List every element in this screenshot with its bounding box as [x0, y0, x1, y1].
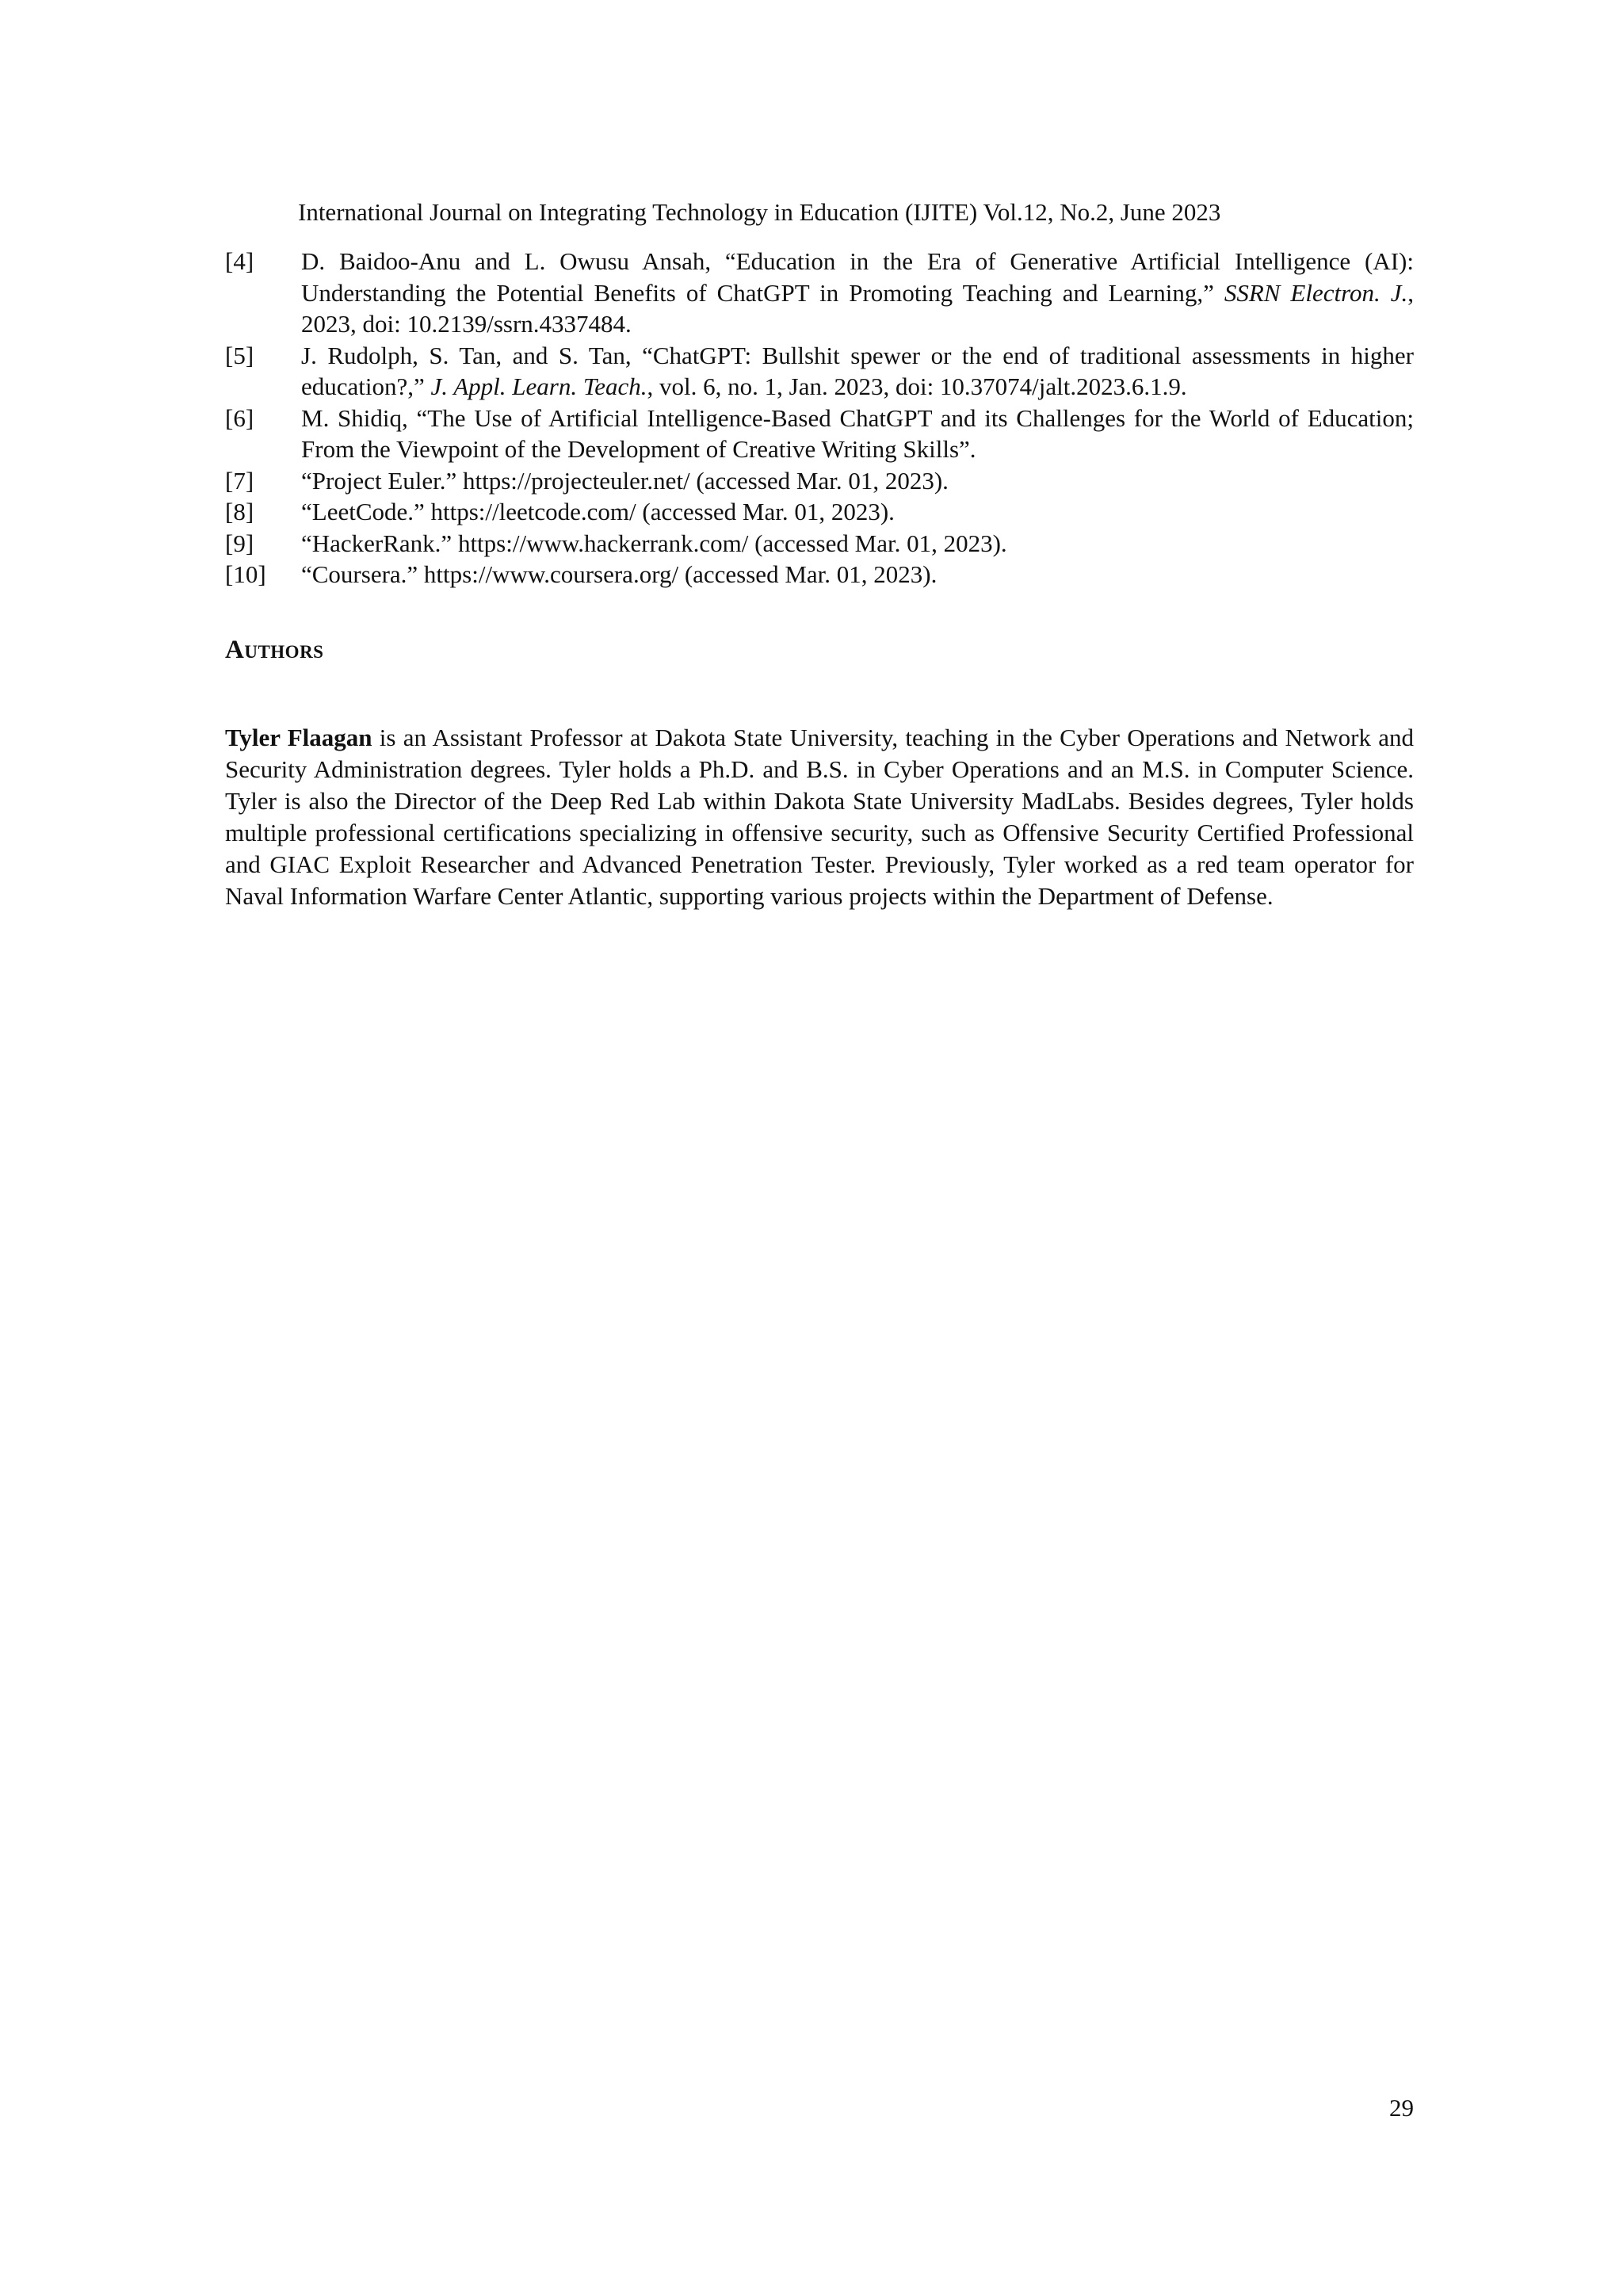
reference-text: “HackerRank.” https://www.hackerrank.com/ (accessed Mar. 01, 2023). [301, 529, 1007, 557]
reference-venue: SSRN Electron. J. [1224, 278, 1408, 307]
reference-item [225, 465, 1414, 497]
reference-item [225, 246, 1414, 340]
reference-list [225, 246, 1414, 590]
reference-number: [4] [225, 247, 254, 275]
reference-number: [7] [225, 466, 254, 495]
reference-venue: J. Appl. Learn. Teach. [430, 372, 647, 400]
reference-number: [5] [225, 341, 254, 369]
reference-item [225, 403, 1414, 465]
author-bio [225, 722, 1414, 912]
reference-number: [6] [225, 403, 254, 432]
running-header: International Journal on Integrating Technology in Education (IJITE) Vol.12, No.2, June 2023 [298, 198, 1221, 226]
reference-item [225, 559, 1414, 590]
author-name: Tyler Flaagan [225, 724, 372, 751]
reference-text: “Coursera.” https://www.coursera.org/ (accessed Mar. 01, 2023). [301, 560, 938, 588]
reference-item [225, 528, 1414, 560]
reference-text: M. Shidiq, “The Use of Artificial Intelligence-Based ChatGPT and its Challenges for the World of Education; From the Viewpoint of the Development of Creative Writing Skills”. [301, 403, 1414, 463]
reference-item [225, 340, 1414, 403]
reference-text: J. Rudolph, S. Tan, and S. Tan, “ChatGPT: Bullshit spewer or the end of traditional assessments in higher education?,” J. Appl. Learn. Teach., vol. 6, no. 1, Jan. 2023, doi: 10.37074/jalt.2023.6.1.9. [301, 341, 1414, 400]
reference-text: “Project Euler.” https://projecteuler.net/ (accessed Mar. 01, 2023). [301, 466, 949, 495]
page-number: 29 [1389, 2094, 1414, 2122]
reference-text: “LeetCode.” https://leetcode.com/ (accessed Mar. 01, 2023). [301, 498, 895, 525]
author-bio-text: is an Assistant Professor at Dakota State University, teaching in the Cyber Operations and Network and Security Administration degrees. Tyler holds a Ph.D. and B.S. in Cyber Operations and an M.S. in Computer Science. Tyler is also the Director of the Deep Red Lab within Dakota State University MadLabs. Besides degrees, Tyler holds multiple professional certifications specializing in offensive security, such as Offensive Security Certified Professional and GIAC Exploit Researcher and Advanced Penetration Tester. Previously, Tyler worked as a red team operator for Naval Information Warfare Center Atlantic, supporting various projects within the Department of Defense. [225, 724, 1414, 910]
reference-number: [10] [225, 560, 266, 588]
reference-number: [8] [225, 498, 254, 525]
reference-item [225, 496, 1414, 528]
reference-number: [9] [225, 529, 254, 557]
authors-heading: Authors [225, 636, 324, 664]
reference-text: D. Baidoo-Anu and L. Owusu Ansah, “Education in the Era of Generative Artificial Intelligence (AI): Understanding the Potential Benefits of ChatGPT in Promoting Teaching and Learning,” SSRN Electron. J., 2023, doi: 10.2139/ssrn.4337484. [301, 247, 1415, 338]
